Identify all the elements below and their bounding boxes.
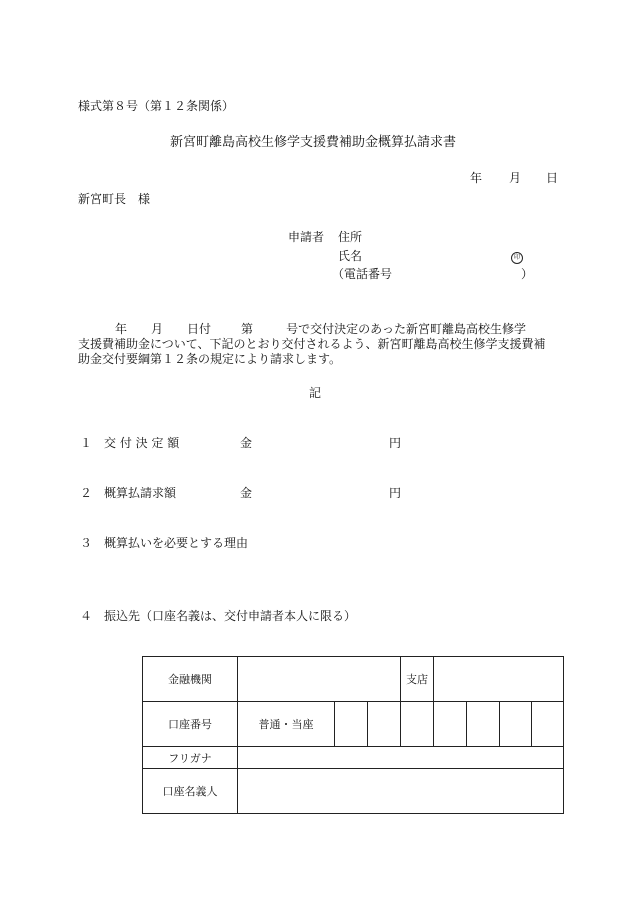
ki-heading: 記 xyxy=(309,386,322,400)
date-day: 日 xyxy=(546,171,559,185)
item-3-label: 概算払いを必要とする理由 xyxy=(104,536,249,550)
name-label: 氏名 xyxy=(338,249,363,263)
phone-open: （電話番号 xyxy=(332,267,393,281)
branch-field[interactable] xyxy=(434,657,564,702)
paragraph-line-2: 支援費補助金について、下記のとおり交付されるよう、新宮町離島高校生修学支援費補 xyxy=(78,337,546,351)
body-line1-rest: 号で交付決定のあった新宮町離島高校生修学 xyxy=(286,322,526,336)
form-number: 様式第８号（第１２条関係） xyxy=(78,99,235,113)
account-type[interactable]: 普通・当座 xyxy=(238,702,335,747)
body-month: 月 xyxy=(151,322,164,336)
bank-account-table xyxy=(142,656,564,814)
phone-close: ） xyxy=(521,267,534,281)
request-paragraph xyxy=(78,322,558,367)
item-1-yen-prefix: 金 xyxy=(240,436,253,450)
account-digit-1[interactable] xyxy=(335,702,368,747)
branch-label: 支店 xyxy=(401,657,434,702)
date-month: 月 xyxy=(509,171,522,185)
body-date-suffix: 日付 xyxy=(187,322,212,336)
institution-field[interactable] xyxy=(238,657,401,702)
item-4-label: 振込先（口座名義は、交付申請者本人に限る） xyxy=(104,609,357,623)
item-4-number: ４ xyxy=(80,609,93,623)
account-digit-6[interactable] xyxy=(500,702,532,747)
account-digit-3[interactable] xyxy=(401,702,434,747)
item-3-number: ３ xyxy=(80,536,93,550)
item-1-label: 交 付 決 定 額 xyxy=(104,436,180,450)
account-number-label: 口座番号 xyxy=(143,702,238,747)
bank-row-institution xyxy=(143,657,564,702)
holder-field[interactable] xyxy=(238,769,564,814)
bank-row-account xyxy=(143,702,564,747)
furigana-label: フリガナ xyxy=(143,747,238,769)
institution-label: 金融機関 xyxy=(143,657,238,702)
paragraph-line-3: 助金交付要綱第１２条の規定により請求します。 xyxy=(78,352,342,366)
item-1-number: １ xyxy=(80,436,93,450)
account-digit-5[interactable] xyxy=(467,702,500,747)
address-label: 住所 xyxy=(338,230,363,244)
document-title: 新宮町離島高校生修学支援費補助金概算払請求書 xyxy=(170,135,457,150)
seal-icon: 印 xyxy=(511,252,523,264)
body-year: 年 xyxy=(115,322,128,336)
applicant-label: 申請者 xyxy=(288,230,325,244)
item-1-yen-suffix: 円 xyxy=(389,436,402,450)
addressee: 新宮町長 様 xyxy=(78,192,151,206)
furigana-field[interactable] xyxy=(238,747,564,769)
holder-label: 口座名義人 xyxy=(143,769,238,814)
account-digit-4[interactable] xyxy=(434,702,467,747)
bank-row-furigana xyxy=(143,747,564,769)
body-no-prefix: 第 xyxy=(241,322,254,336)
account-digit-7[interactable] xyxy=(532,702,564,747)
item-2-number: ２ xyxy=(80,486,93,500)
bank-row-holder xyxy=(143,769,564,814)
paragraph-line-1 xyxy=(78,322,558,337)
account-digit-2[interactable] xyxy=(368,702,401,747)
date-year: 年 xyxy=(470,171,483,185)
item-2-yen-suffix: 円 xyxy=(389,486,402,500)
item-2-yen-prefix: 金 xyxy=(240,486,253,500)
seal-mark xyxy=(511,249,523,264)
item-2-label: 概算払請求額 xyxy=(104,486,177,500)
